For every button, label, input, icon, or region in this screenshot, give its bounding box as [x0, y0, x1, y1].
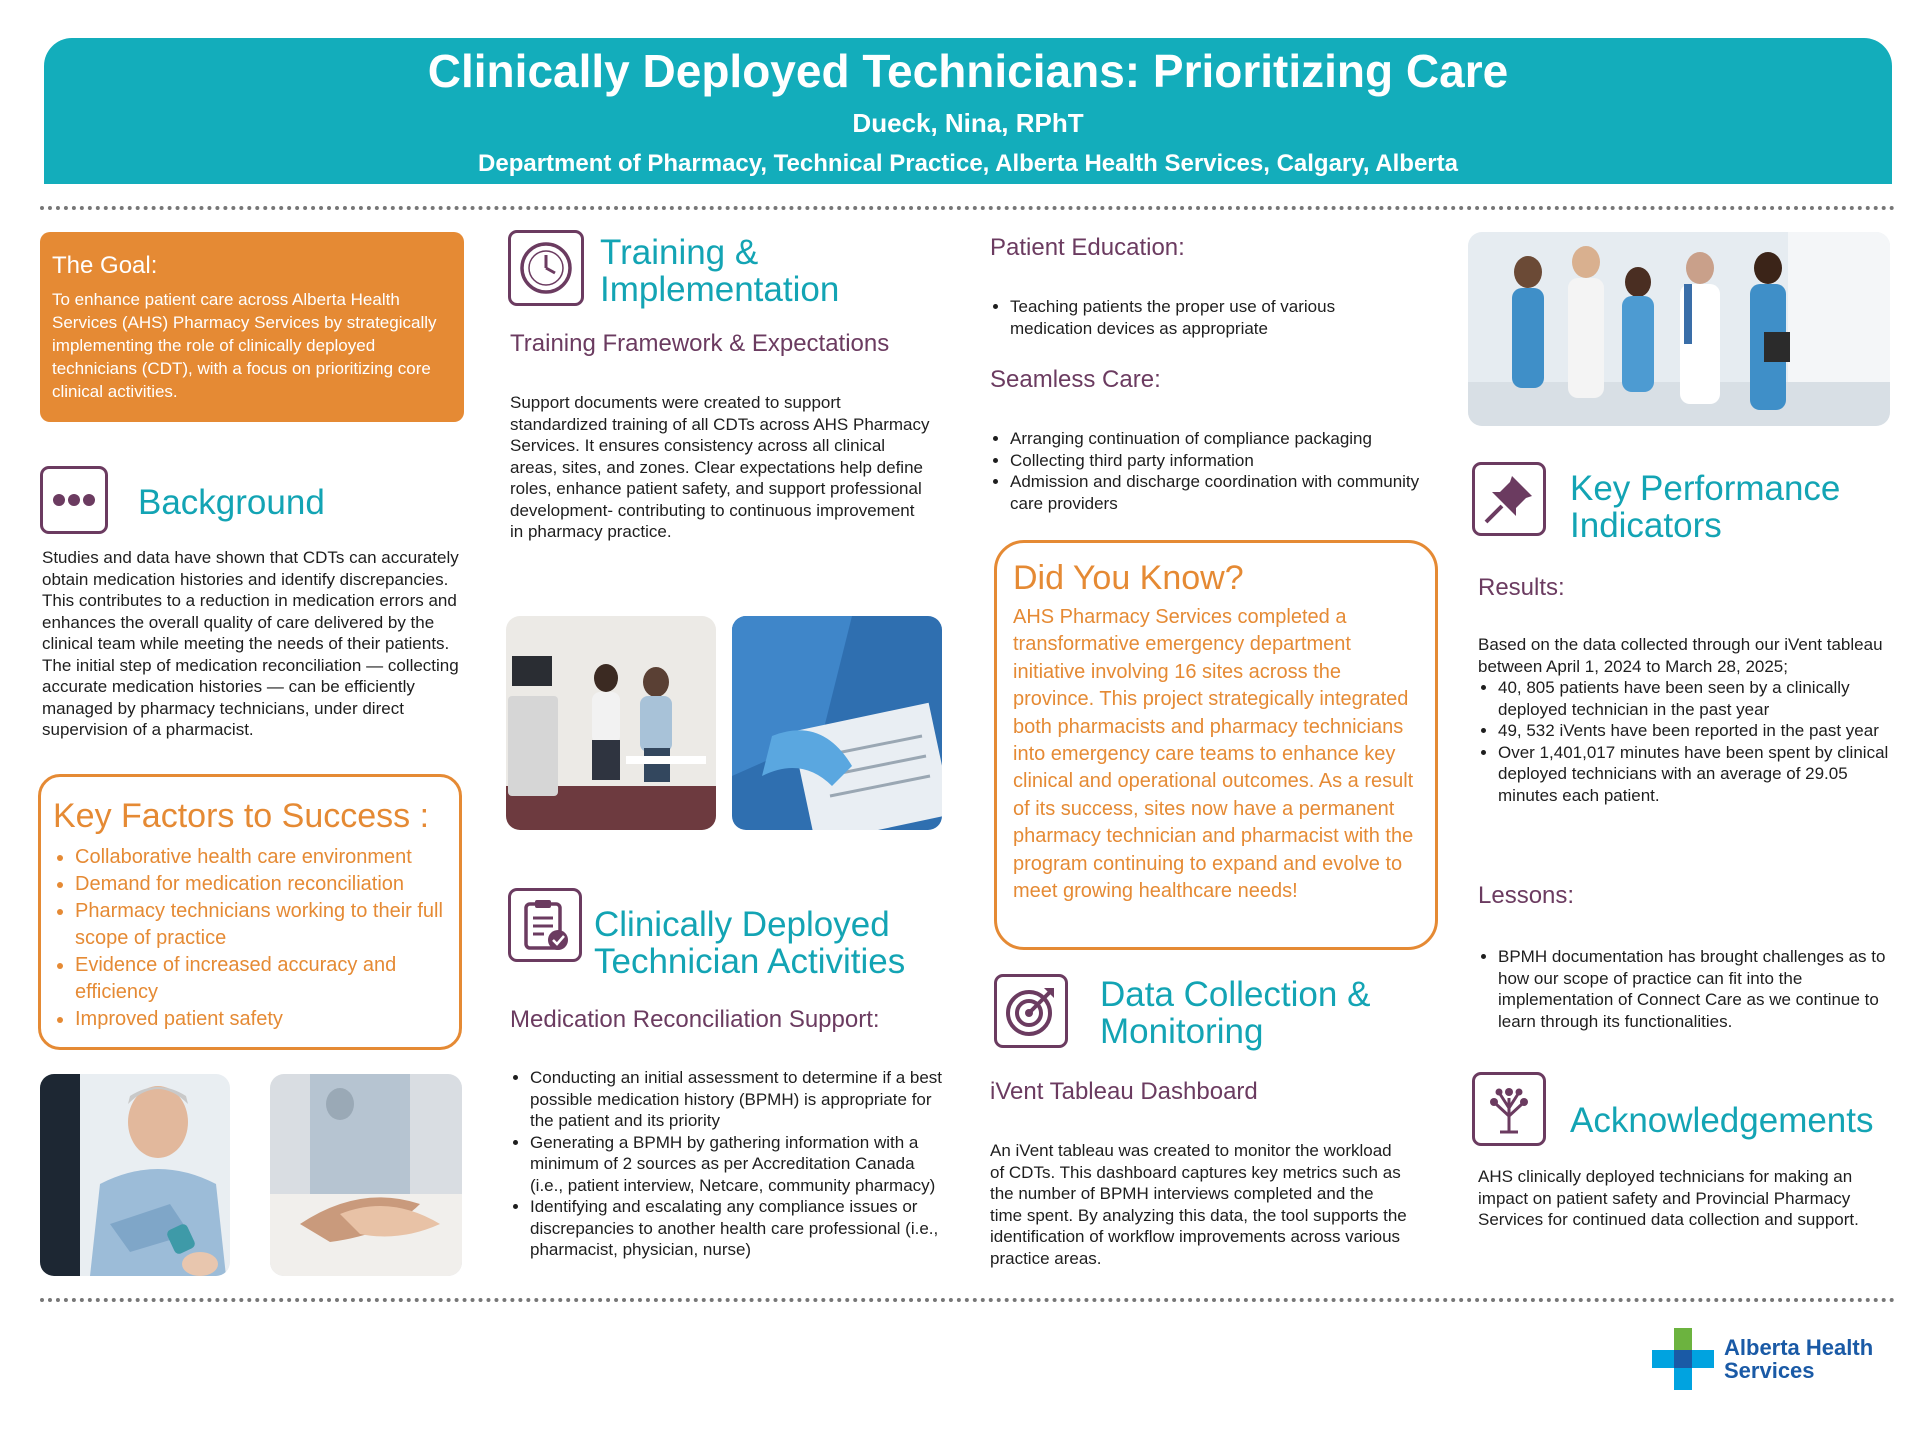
key-factors-box [38, 774, 462, 1050]
poster-header [44, 38, 1892, 184]
did-you-know-box [994, 540, 1438, 950]
list-item: • Evidence of increased accuracy and efficiency [75, 952, 447, 1006]
tree-icon [1472, 1072, 1546, 1146]
cdt-activities-subtitle: Medication Reconciliation Support: [510, 1006, 880, 1033]
list-item: • Improved patient safety [75, 1006, 447, 1033]
cdt-activities-title-line2: Technician Activities [594, 942, 906, 981]
photo-holding-hands [270, 1074, 462, 1276]
kpi-title-line1: Key Performance [1570, 469, 1841, 508]
poster-author: Dueck, Nina, RPhT [852, 108, 1084, 138]
list-item: • Collaborative health care environment [75, 844, 447, 871]
ahs-cross-icon [1652, 1328, 1714, 1390]
kpi-results-title: Results: [1478, 574, 1565, 601]
list-item: • Arranging continuation of compliance packaging [1010, 428, 1430, 450]
list-item: • Collecting third party information [1010, 450, 1430, 472]
list-item: • Over 1,401,017 minutes have been spent by clinical deployed technicians with an average of 29.05 minutes each patient. [1498, 742, 1892, 807]
data-collection-title-line2: Monitoring [1100, 1012, 1264, 1051]
goal-body: To enhance patient care across Alberta Health Services (AHS) Pharmacy Services by strategically implementing the role of clinically deployed technicians (CDT), with a focus on prioritizing core clinical activities. [52, 290, 437, 401]
cdt-activities-title-line1: Clinically Deployed [594, 905, 890, 944]
patient-education-title: Patient Education: [990, 234, 1185, 261]
training-title [600, 234, 839, 308]
list-item: • Demand for medication reconciliation [75, 871, 447, 898]
data-collection-body: An iVent tableau was created to monitor the workload of CDTs. This dashboard captures key metrics such as the number of BPMH interviews completed and the time spent. By analyzing this data, the tool supports the identification of workflow improvements across various practice areas. [990, 1141, 1407, 1268]
pin-icon [1472, 462, 1546, 536]
kpi-title [1570, 470, 1840, 544]
bottom-divider [40, 1298, 1896, 1302]
cdt-activities-title [594, 906, 905, 980]
seamless-care-list [990, 428, 1430, 514]
patient-education-list [990, 296, 1410, 339]
seamless-care-title: Seamless Care: [990, 366, 1161, 393]
list-item: • 49, 532 iVents have been reported in the past year [1498, 720, 1892, 742]
training-body: Support documents were created to support standardized training of all CDTs across AHS Pharmacy Services. It ensures consistency across all clinical areas, sites, and zones. Clear expectations help define roles, enhance patient safety, and support professional development- contributing to continuous improvement in pharmacy practice. [510, 393, 930, 541]
top-divider [40, 206, 1896, 210]
goal-box [40, 232, 464, 422]
list-item: • Pharmacy technicians working to their full scope of practice [75, 898, 447, 952]
background-title: Background [138, 483, 325, 522]
logo-line1: Alberta Health [1724, 1335, 1874, 1360]
data-collection-title-line1: Data Collection & [1100, 975, 1371, 1014]
list-item: • 40, 805 patients have been seen by a clinically deployed technician in the past year [1498, 677, 1892, 720]
photo-medical-team [1468, 232, 1890, 426]
data-collection-subtitle: iVent Tableau Dashboard [990, 1078, 1258, 1105]
photo-doctor-inhaler [40, 1074, 230, 1276]
poster-title: Clinically Deployed Technicians: Prioritizing Care [427, 45, 1509, 97]
target-icon [994, 974, 1068, 1048]
kpi-lessons-title: Lessons: [1478, 882, 1575, 909]
training-title-line2: Implementation [600, 270, 840, 309]
acknowledgements-title: Acknowledgements [1570, 1101, 1874, 1140]
list-item: • BPMH documentation has brought challenges as to how our scope of practice can fit into the implementation of Connect Care as we continue to learn through its functionalities. [1498, 946, 1892, 1032]
list-item: • Identifying and escalating any compliance issues or discrepancies to another health care professional (i.e., pharmacist, physician, nurse) [530, 1196, 942, 1261]
acknowledgements-body: AHS clinically deployed technicians for making an impact on patient safety and Provincial Pharmacy Services for continued data collection and support. [1478, 1167, 1859, 1229]
photo-document-review [732, 616, 942, 830]
kpi-lessons [1478, 946, 1892, 1032]
data-collection-title [1100, 976, 1370, 1050]
more-dots-icon [40, 466, 108, 534]
key-factors-list [53, 844, 447, 1033]
kpi-results-intro: Based on the data collected through our iVent tableau between April 1, 2024 to March 28, 2025; [1478, 635, 1883, 676]
background-body: Studies and data have shown that CDTs can accurately obtain medication histories and identify discrepancies. This contributes to a reduction in medication errors and enhances the overall quality of care delivered by the clinical team while meeting the needs of their patients. The initial step of medication reconciliation — collecting accurate medication histories — can be efficiently managed by pharmacy technicians, under direct supervision of a pharmacist. [42, 548, 459, 739]
clipboard-check-icon [508, 888, 582, 962]
photo-clinic-consultation [506, 616, 716, 830]
did-you-know-body: AHS Pharmacy Services completed a transformative emergency department initiative involving 16 sites across the province. This project strategically integrated both pharmacists and pharmacy technicians into emergency care teams to enhance key clinical and operational outcomes. As a result of its success, sites now have a permanent pharmacy technician and pharmacist with the program continuing to expand and evolve to meet growing healthcare needs! [1013, 606, 1414, 903]
key-factors-title: Key Factors to Success : [53, 797, 430, 835]
list-item: • Admission and discharge coordination with community care providers [1010, 471, 1430, 514]
logo-line2: Services [1724, 1358, 1815, 1383]
clock-icon [508, 230, 584, 306]
alberta-health-services-logo [1652, 1326, 1892, 1392]
did-you-know-title: Did You Know? [1013, 559, 1244, 597]
poster-affiliation: Department of Pharmacy, Technical Practice, Alberta Health Services, Calgary, Alberta [478, 150, 1458, 177]
list-item: • Teaching patients the proper use of various medication devices as appropriate [1010, 296, 1410, 339]
training-subtitle: Training Framework & Expectations [510, 330, 890, 357]
training-title-line1: Training & [600, 233, 759, 272]
list-item: • Conducting an initial assessment to determine if a best possible medication history (BPMH) is appropriate for the patient and its priority [530, 1067, 942, 1132]
cdt-activities-list [510, 1067, 942, 1261]
goal-title: The Goal: [52, 252, 158, 279]
kpi-results [1478, 634, 1892, 806]
kpi-title-line2: Indicators [1570, 506, 1722, 545]
list-item: • Generating a BPMH by gathering information with a minimum of 2 sources as per Accreditation Canada (i.e., patient interview, Netcare, community pharmacy) [530, 1132, 942, 1197]
